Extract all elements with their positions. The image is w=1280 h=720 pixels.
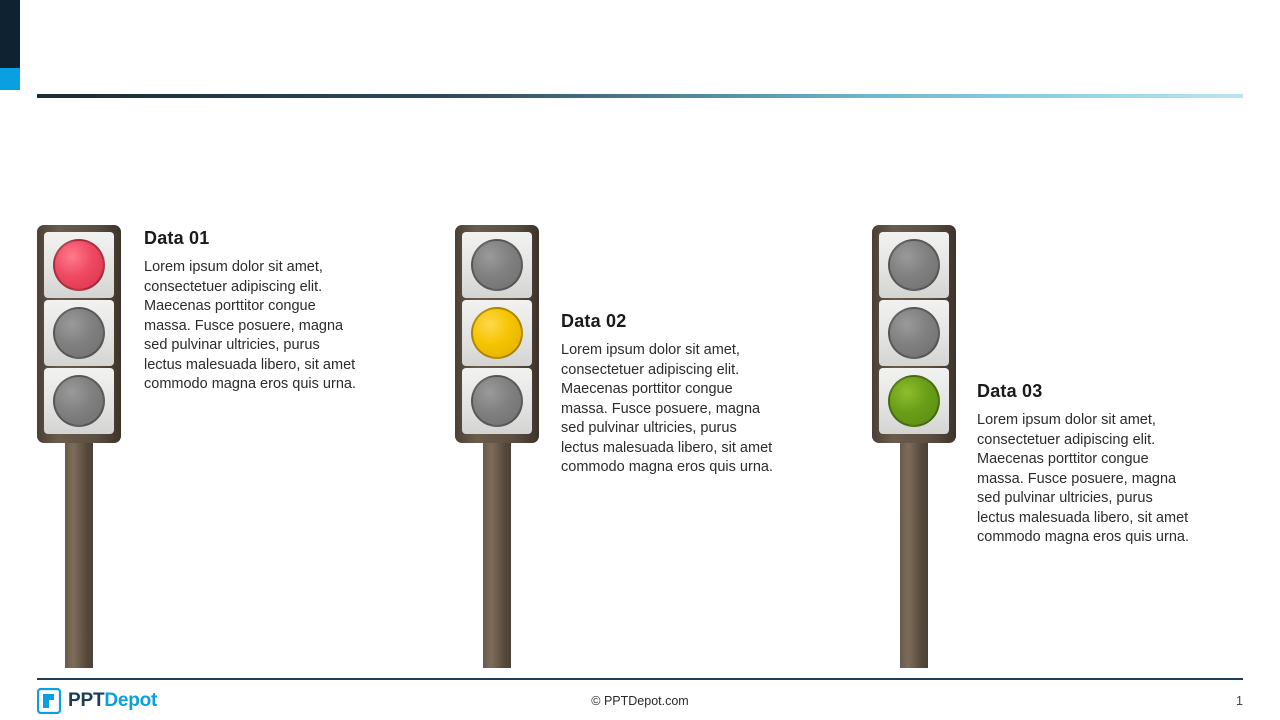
red-lamp-icon bbox=[471, 239, 523, 291]
text-block-2 bbox=[561, 311, 776, 478]
traffic-light-pole-2 bbox=[483, 440, 511, 668]
brand-logo-primary: PPT bbox=[68, 690, 105, 711]
yellow-lamp-icon bbox=[471, 307, 523, 359]
green-lamp-icon bbox=[53, 375, 105, 427]
traffic-light-housing-2 bbox=[455, 225, 539, 443]
traffic-light-group-2 bbox=[455, 225, 539, 443]
lamp-box-bottom-1 bbox=[44, 368, 114, 434]
corner-accent-dark bbox=[0, 0, 20, 68]
lamp-box-top-1 bbox=[44, 232, 114, 298]
data-body-2: Lorem ipsum dolor sit amet, consectetuer adipiscing elit. Maecenas porttitor congue massa. Fusce posuere, magna sed pulvinar ultricies, purus lectus malesuada libero, sit amet commodo magna eros quis urna. bbox=[561, 342, 773, 475]
copyright-text: © PPTDepot.com bbox=[591, 694, 689, 708]
slide-footer bbox=[0, 684, 1280, 720]
data-body-3: Lorem ipsum dolor sit amet, consectetuer adipiscing elit. Maecenas porttitor congue massa. Fusce posuere, magna sed pulvinar ultricies, purus lectus malesuada libero, sit amet commodo magna eros quis urna. bbox=[977, 412, 1189, 545]
traffic-light-housing-3 bbox=[872, 225, 956, 443]
traffic-light-3 bbox=[872, 225, 956, 443]
page-number: 1 bbox=[1236, 694, 1243, 708]
data-title-2: Data 02 bbox=[561, 311, 627, 331]
green-lamp-icon bbox=[888, 375, 940, 427]
text-block-3 bbox=[977, 381, 1192, 548]
traffic-light-2 bbox=[455, 225, 539, 443]
data-title-1: Data 01 bbox=[144, 228, 210, 248]
lamp-box-middle-3 bbox=[879, 300, 949, 366]
traffic-light-pole-1 bbox=[65, 440, 93, 668]
red-lamp-icon bbox=[888, 239, 940, 291]
data-body-1: Lorem ipsum dolor sit amet, consectetuer adipiscing elit. Maecenas porttitor congue massa. Fusce posuere, magna sed pulvinar ultricies, purus lectus malesuada libero, sit amet commodo magna eros quis urna. bbox=[144, 259, 356, 392]
lamp-box-middle-2 bbox=[462, 300, 532, 366]
footer-divider bbox=[37, 678, 1243, 680]
lamp-box-bottom-3 bbox=[879, 368, 949, 434]
traffic-light-pole-3 bbox=[900, 440, 928, 668]
lamp-box-middle-1 bbox=[44, 300, 114, 366]
lamp-box-top-3 bbox=[879, 232, 949, 298]
green-lamp-icon bbox=[471, 375, 523, 427]
traffic-light-1 bbox=[37, 225, 121, 443]
yellow-lamp-icon bbox=[53, 307, 105, 359]
text-block-1 bbox=[144, 228, 359, 395]
traffic-light-group-1 bbox=[37, 225, 121, 443]
red-lamp-icon bbox=[53, 239, 105, 291]
data-title-3: Data 03 bbox=[977, 381, 1043, 401]
brand-logo-secondary: Depot bbox=[104, 690, 158, 711]
lamp-box-bottom-2 bbox=[462, 368, 532, 434]
traffic-light-housing-1 bbox=[37, 225, 121, 443]
corner-accent-blue bbox=[0, 68, 20, 90]
yellow-lamp-icon bbox=[888, 307, 940, 359]
lamp-box-top-2 bbox=[462, 232, 532, 298]
header-divider bbox=[37, 94, 1243, 98]
traffic-light-group-3 bbox=[872, 225, 956, 443]
